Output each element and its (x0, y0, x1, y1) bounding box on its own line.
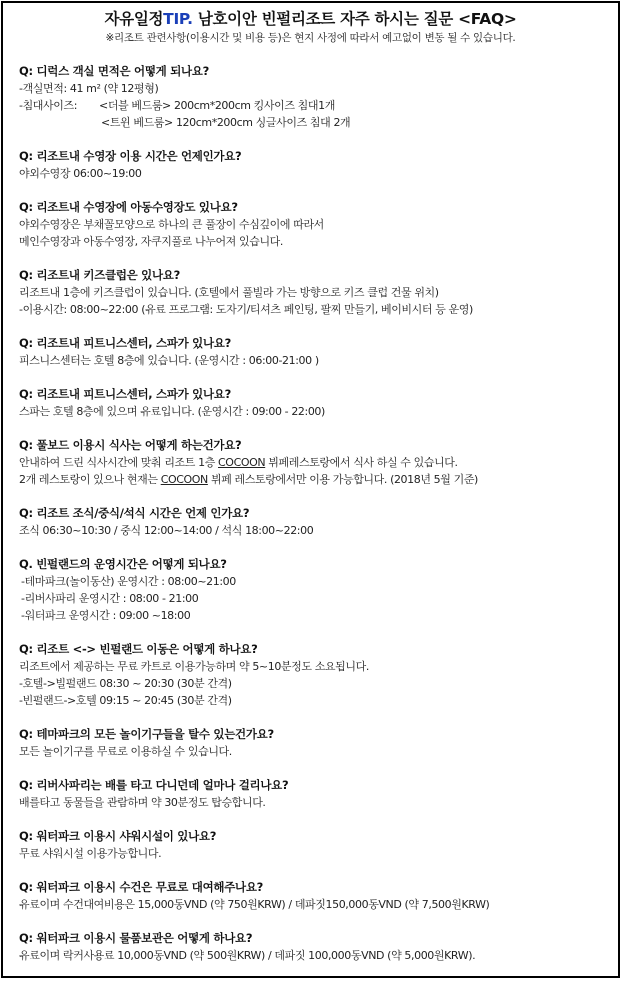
faq-item-water-park-shower (19, 828, 615, 862)
title-prefix: 자유일정 (104, 10, 164, 28)
faq-answer-line: 야외수영장은 부채꼴모양으로 하나의 큰 풀장이 수심깊이에 따라서 (19, 218, 324, 231)
answer-text: 안내하여 드린 식사시간에 맞춰 리조트 1층 (19, 456, 219, 469)
faq-answer-line: 피스니스센터는 호텔 8층에 있습니다. (운영시간 : 06:00-21:00 ) (19, 354, 319, 367)
faq-question: Q: 리조트내 수영장 이용 시간은 언제인가요? (19, 149, 242, 163)
faq-answer-line: 유료이며 수건대여비용은 15,000동VND (약 750원KRW) / 데파짓150,000동VND (약 7,500원KRW) (19, 898, 490, 911)
faq-question: Q: 리조트내 키즈클럽은 있나요? (19, 268, 180, 282)
faq-item-water-park-towel (19, 879, 615, 913)
faq-answer-line: 메인수영장과 아동수영장, 자쿠지풀로 나누어져 있습니다. (19, 235, 284, 248)
faq-item-room-size (19, 63, 615, 131)
faq-answer-line (19, 454, 615, 471)
faq-item-pool-hours (19, 148, 615, 182)
faq-item-vinpearl-land-hours (19, 556, 615, 624)
faq-item-spa (19, 386, 615, 420)
faq-question: Q: 리조트내 피트니스센터, 스파가 있나요? (19, 336, 231, 350)
faq-answer-line: 조식 06:30~10:30 / 중식 12:00~14:00 / 석식 18:00~22:00 (19, 524, 314, 537)
faq-question: Q: 리버사파리는 배를 타고 다니던데 얼마나 걸리나요? (19, 778, 289, 792)
faq-question: Q: 리조트 <-> 빈펄랜드 이동은 어떻게 하나요? (19, 642, 258, 656)
faq-question: Q: 디럭스 객실 면적은 어떻게 되나요? (19, 64, 209, 78)
faq-frame (1, 1, 620, 978)
faq-list (19, 63, 615, 981)
faq-answer-line: 야외수영장 06:00~19:00 (19, 167, 142, 180)
bed-size-twin: <트윈 베드룸> 120cm*200cm 싱글사이즈 침대 2개 (101, 116, 351, 129)
faq-question: Q: 워터파크 이용시 수건은 무료로 대여해주나요? (19, 880, 264, 894)
faq-answer-line (19, 97, 615, 114)
bed-size-label: -침대사이즈: (19, 99, 78, 112)
page-title (3, 9, 618, 29)
faq-answer-line: 스파는 호텔 8층에 있으며 유료입니다. (운영시간 : 09:00 - 22:00) (19, 405, 325, 418)
answer-text: 뷔페 레스토랑에서만 이용 가능합니다. (2018년 5월 기준) (207, 473, 478, 486)
faq-item-meal-times (19, 505, 615, 539)
restaurant-name-link: COCOON (218, 456, 266, 469)
faq-question: Q: 풀보드 이용시 식사는 어떻게 하는건가요? (19, 438, 242, 452)
faq-answer-line: -워터파크 운영시간 : 09:00 ~18:00 (21, 609, 191, 622)
faq-answer-line: 무료 샤워시설 이용가능합니다. (19, 847, 162, 860)
answer-text: 2개 레스토랑이 있으나 현재는 (19, 473, 161, 486)
faq-question: Q: 리조트 조식/중식/석식 시간은 언제 인가요? (19, 506, 250, 520)
faq-answer-line (19, 471, 615, 488)
bed-size-double: <더블 베드룸> 200cm*200cm 킹사이즈 침대1개 (99, 99, 335, 112)
faq-item-water-park-locker (19, 930, 615, 964)
faq-question: Q: 워터파크 이용시 샤워시설이 있나요? (19, 829, 217, 843)
faq-answer-line: -테마파크(놀이동산) 운영시간 : 08:00~21:00 (21, 575, 236, 588)
faq-answer-line: 배를타고 동물들을 관람하며 약 30분정도 탑승합니다. (19, 796, 266, 809)
restaurant-name-link: COCOON (160, 473, 208, 486)
notice-text: ※리조트 관련사항(이용시간 및 비용 등)은 현지 사정에 따라서 예고없이 변동 될 수 있습니다. (105, 32, 516, 44)
faq-header (3, 3, 618, 46)
faq-answer-line: -호텔->빌펄랜드 08:30 ~ 20:30 (30분 간격) (19, 677, 232, 690)
faq-answer-line: -이용시간: 08:00~22:00 (유료 프로그램: 도자기/티셔츠 페인팅, 팔찌 만들기, 베이비시터 등 운영) (19, 303, 473, 316)
title-tip: TIP. (163, 10, 193, 28)
faq-item-transport (19, 641, 615, 709)
faq-answer-line: -객실면적: 41 m² (약 12평형) (19, 82, 159, 95)
faq-item-kids-pool (19, 199, 615, 250)
faq-answer-line: 유료이며 락커사용료 10,000동VND (약 500원KRW) / 데파짓 100,000동VND (약 5,000원KRW). (19, 949, 476, 962)
faq-question: Q: 테마파크의 모든 놀이기구들을 탈수 있는건가요? (19, 727, 274, 741)
faq-answer-line: -리버사파리 운영시간 : 08:00 - 21:00 (21, 592, 199, 605)
title-main: 남호이안 빈펄리조트 자주 하시는 질문 <FAQ> (192, 10, 517, 28)
answer-text: 뷔페레스토랑에서 식사 하실 수 있습니다. (265, 456, 458, 469)
faq-item-river-safari (19, 777, 615, 811)
faq-answer-line: 모든 놀이기구를 무료로 이용하실 수 있습니다. (19, 745, 232, 758)
faq-question: Q: 워터파크 이용시 물품보관은 어떻게 하나요? (19, 931, 253, 945)
faq-question: Q. 빈펄랜드의 운영시간은 어떻게 되나요? (19, 557, 227, 571)
faq-item-full-board (19, 437, 615, 488)
faq-question: Q: 리조트내 수영장에 아동수영장도 있나요? (19, 200, 238, 214)
faq-item-theme-park-rides (19, 726, 615, 760)
faq-answer-line: 리조트에서 제공하는 무료 카트로 이용가능하며 약 5~10분정도 소요됩니다. (19, 660, 369, 673)
faq-item-fitness (19, 335, 615, 369)
faq-answer-line: -빈펄랜드->호텔 09:15 ~ 20:45 (30분 간격) (19, 694, 232, 707)
faq-answer-line: 리조트내 1층에 키즈클럽이 있습니다. (호텔에서 풀빌라 가는 방향으로 키즈 클럽 건물 위치) (19, 286, 439, 299)
faq-question: Q: 리조트내 피트니스센터, 스파가 있나요? (19, 387, 231, 401)
faq-item-kids-club (19, 267, 615, 318)
